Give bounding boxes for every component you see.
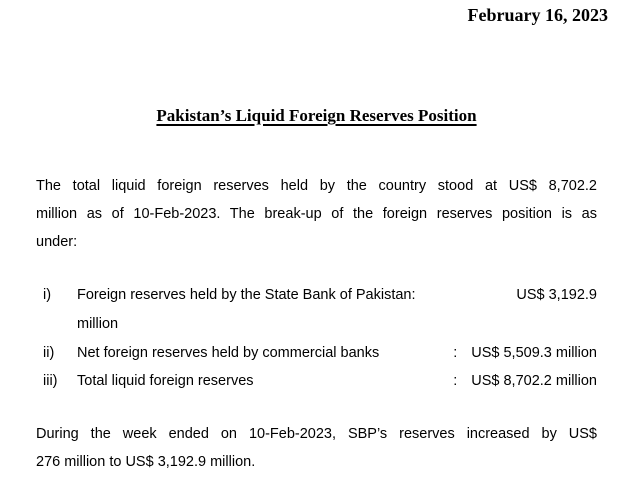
page-title <box>36 106 597 126</box>
list-item-total-reserves-value: US$ 8,702.2 million <box>471 373 597 390</box>
list-marker-iii: iii) <box>43 373 58 390</box>
list-marker-i: i) <box>43 287 52 303</box>
list-item-commercial-banks-label: Net foreign reserves held by commercial banks <box>77 344 380 361</box>
intro-line-1: The total liquid foreign reserves held by the country stood at US$ 8,702.2 <box>36 178 597 194</box>
page-title-text: Pakistan’s Liquid Foreign Reserves Position <box>156 106 477 125</box>
list-item-sbp-reserves <box>36 281 597 339</box>
list-item-total-reserves-label: Total liquid foreign reserves <box>77 373 254 390</box>
list-marker-ii: ii) <box>43 344 55 361</box>
list-item-commercial-banks <box>36 339 597 368</box>
list-item-commercial-banks-colon: : <box>453 344 458 361</box>
list-item-total-reserves-colon: : <box>453 373 458 390</box>
list-item-total-reserves <box>36 367 597 396</box>
reserves-breakup-list <box>36 281 597 396</box>
document-date: February 16, 2023 <box>467 5 608 25</box>
list-item-sbp-content <box>77 281 597 339</box>
intro-line-3: under: <box>36 234 78 250</box>
list-item-sbp-line-1 <box>77 281 597 310</box>
list-item-sbp-label: Foreign reserves held by the State Bank of Pakistan: <box>77 287 416 303</box>
list-item-sbp-value: US$ 3,192.9 <box>516 287 597 303</box>
closing-paragraph <box>36 420 597 476</box>
list-item-commercial-banks-value: US$ 5,509.3 million <box>471 344 597 361</box>
intro-paragraph <box>36 172 597 256</box>
closing-line-1: During the week ended on 10-Feb-2023, SBP’s reserves increased by US$ <box>36 426 597 442</box>
intro-line-2: million as of 10-Feb-2023. The break-up of the foreign reserves position is as <box>36 206 597 222</box>
closing-line-2: 276 million to US$ 3,192.9 million. <box>36 454 256 470</box>
list-item-sbp-wrap: million <box>77 315 119 332</box>
